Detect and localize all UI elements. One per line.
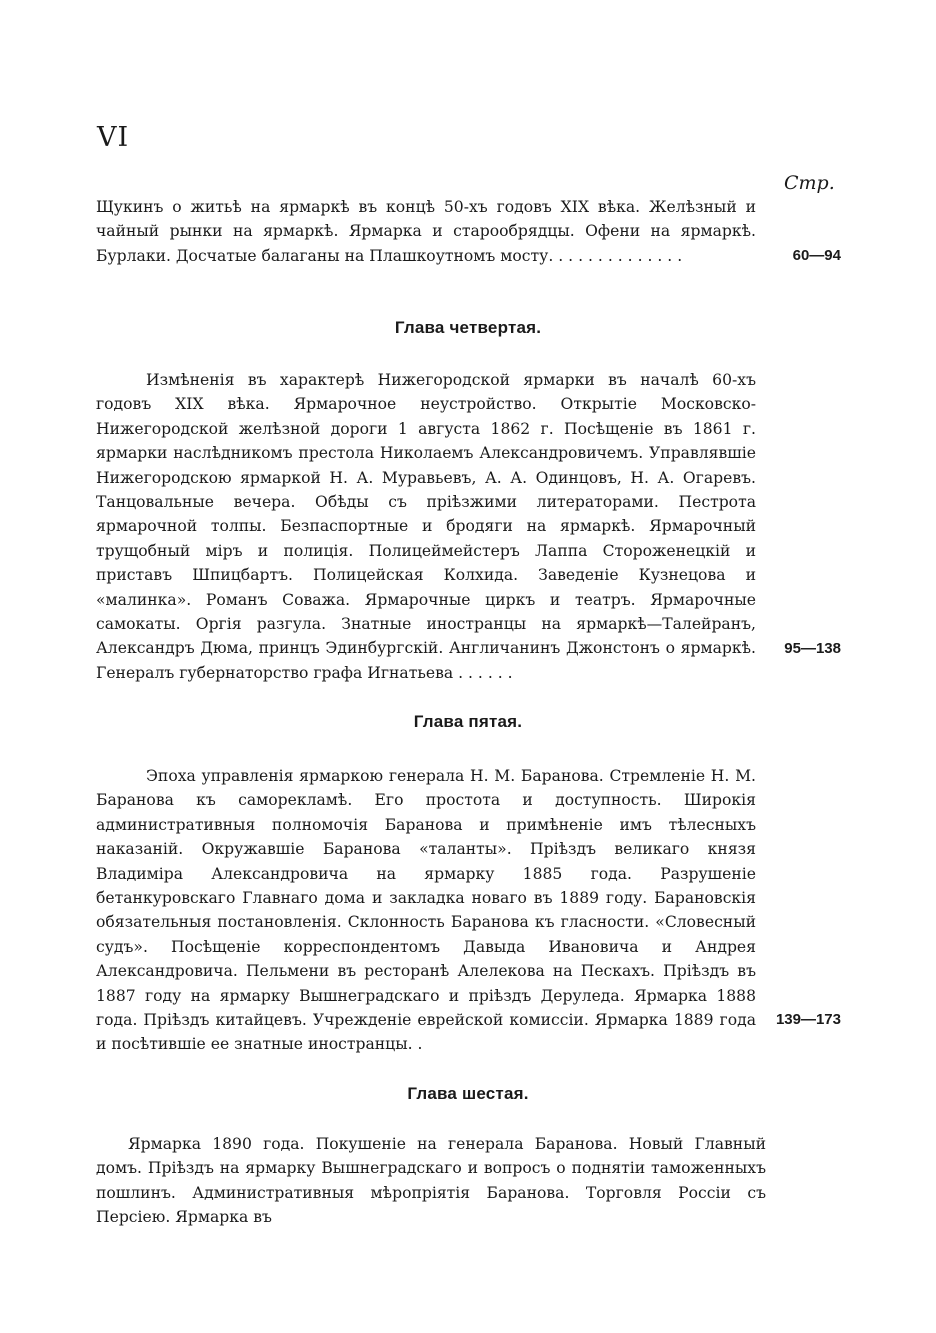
entry-text: Измѣненія въ характерѣ Нижегородской ярмарки въ началѣ 60-хъ годовъ XIX вѣка. Ярмарочное неустройство. Открытіе Московско-Нижегородской желѣзной дороги 1 августа 1862 г. Посѣщеніе въ 1861 г. ярмарки наслѣдникомъ престола Николаемъ Александровичемъ. Управлявшіе Нижегородскою ярмаркой Н. А. Муравьевъ, А. А. Одинцовъ, Н. А. Огаревъ. Танцовальные вечера. Обѣды съ пріѣзжими литераторами. Пестрота ярмарочной толпы. Безпаспортные и бродяги на ярмаркѣ. Ярмарочный трущобный міръ и полиція. Полицеймейстеръ Лаппа Стороженецкій и приставъ Шпицбартъ. Полицейская Колхида. Заведеніе Кузнецова и «малинка». Романъ Соважа. Ярмарочные циркъ и театръ. Ярмарочные самокаты. Оргія разгула. Знатные иностранцы на ярмаркѣ—Талейранъ, Александръ Дюма, принцъ Эдинбургскій. Англичанинъ Джонстонъ о ярмаркѣ. Генералъ губернаторство графа Игнатьева . . . . . . bbox=[96, 371, 756, 682]
entry-pages: 60—94 bbox=[792, 246, 841, 264]
toc-entry-chapter-3-continuation bbox=[96, 195, 841, 268]
entry-text: Эпоха управленія ярмаркою генерала Н. М. Баранова. Стремленіе Н. М. Баранова къ саморекламѣ. Его простота и доступность. Широкія административныя полномочія Баранова и примѣненіе имъ тѣлесныхъ наказаній. Окружавшіе Баранова «таланты». Пріѣздъ великаго князя Владиміра Александровича на ярмарку 1885 года. Разрушеніе бетанкуровскаго Главнаго дома и закладка новаго въ 1889 году. Барановскія обязательныя постановленія. Склонность Баранова къ гласности. «Словесный судъ». Посѣщеніе корреспондентомъ Давыда Ивановича и Андрея Александровича. Пельмени въ ресторанѣ Алелекова на Пескахъ. Пріѣздъ въ 1887 году на ярмарку Вышнеградскаго и пріѣздъ Деруледа. Ярмарка 1888 года. Пріѣздъ китайцевъ. Учрежденіе еврейской комиссіи. Ярмарка 1889 года и посѣтившіе ее знатные иностранцы. . bbox=[96, 767, 756, 1054]
toc-entry-chapter-6: Ярмарка 1890 года. Покушеніе на генерала Баранова. Новый Главный домъ. Пріѣздъ на ярмарку Вышнеградскаго и вопросъ о поднятіи таможенныхъ пошлинъ. Административныя мѣропріятія Баранова. Торговля Россіи съ Персіею. Ярмарка въ bbox=[96, 1135, 766, 1227]
pages-column-label: Стр. bbox=[784, 172, 835, 194]
entry-pages: 95—138 bbox=[784, 639, 841, 657]
chapter-heading: Глава пятая. bbox=[413, 712, 523, 731]
entry-pages: 139—173 bbox=[775, 1010, 841, 1028]
toc-entry-chapter-4 bbox=[96, 368, 841, 682]
chapter-heading: Глава четвертая. bbox=[394, 318, 542, 337]
chapter-heading: Глава шестая. bbox=[407, 1084, 529, 1103]
toc-entry-chapter-5 bbox=[96, 764, 841, 1054]
page-number: VI bbox=[97, 122, 130, 153]
entry-text: Щукинъ о житьѣ на ярмаркѣ въ концѣ 50-хъ годовъ XIX вѣка. Желѣзный и чайный рынки на ярмаркѣ. Ярмарка и старообрядцы. Офени на ярмаркѣ. Бурлаки. Досчатые балаганы на Плашкоутномъ мосту. . . . . . . . . . . . . . bbox=[96, 198, 756, 265]
